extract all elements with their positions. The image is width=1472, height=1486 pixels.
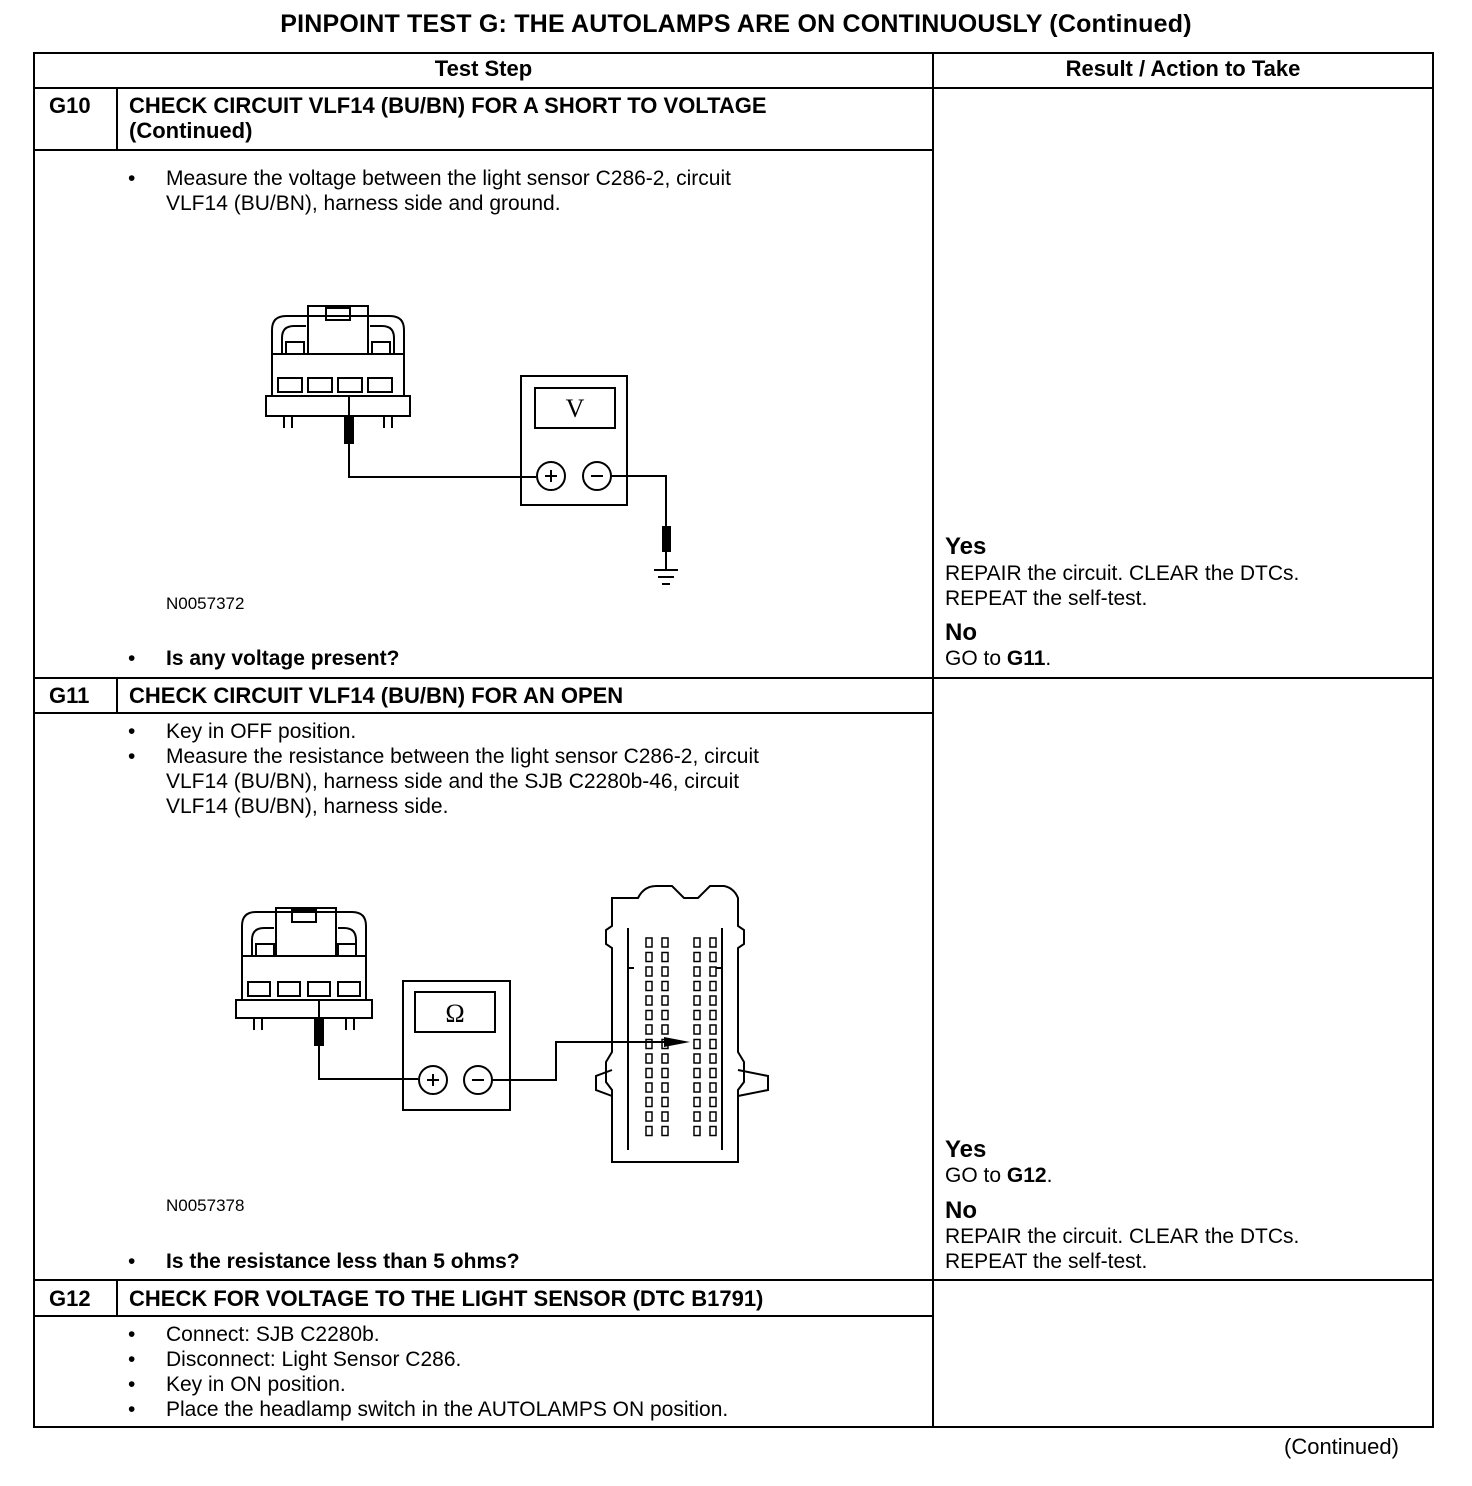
sjb-pin [646,1025,652,1034]
sjb-pin [646,1127,652,1136]
sjb-pin [710,1025,716,1034]
sjb-pin [662,1112,668,1121]
sjb-pin [694,1069,700,1078]
sjb-pin [694,1054,700,1063]
sjb-pin [710,996,716,1005]
sjb-pin [710,967,716,976]
g11-no-label: No [945,1197,977,1224]
sjb-pin [662,1054,668,1063]
sjb-pin [694,1098,700,1107]
sjb-pin [694,982,700,991]
g11-yes-action: GO to G12. [945,1164,1053,1187]
g10-no-ref-link[interactable]: G11 [1006,647,1046,670]
sjb-pin [662,1127,668,1136]
g11-no-action: REPAIR the circuit. CLEAR the DTCs. REPEAT the self-test. [945,1225,1300,1273]
sjb-pin [646,1069,652,1078]
sjb-pin [710,1054,716,1063]
sjb-pin [646,953,652,962]
sjb-pin [646,938,652,947]
header-test-step: Test Step [434,56,533,81]
sjb-pin [694,1112,700,1121]
g10-yes-label: Yes [945,533,987,560]
sjb-pin [646,1054,652,1063]
sjb-pin [662,996,668,1005]
sjb-pin [710,1040,716,1049]
sjb-pin [646,1112,652,1121]
sjb-pin [710,1127,716,1136]
sjb-pin [710,953,716,962]
g11-yes-ref-link[interactable]: G12 [1006,1164,1047,1187]
g10-no-label: No [945,619,977,646]
figure-id-g10: N0057372 [166,594,245,613]
voltmeter-symbol: V [565,394,585,423]
continued-footer: (Continued) [1284,1434,1399,1459]
sjb-pin [646,1083,652,1092]
sjb-pin [694,1083,700,1092]
sjb-pin [710,1112,716,1121]
sjb-pin [694,967,700,976]
step-title-g10: CHECK CIRCUIT VLF14 (BU/BN) FOR A SHORT TO VOLTAGE (Continued) [129,93,767,143]
g11-yes-label: Yes [945,1136,987,1163]
step-title-g12: CHECK FOR VOLTAGE TO THE LIGHT SENSOR (DTC B1791) [129,1286,764,1311]
step-id-g11: G11 [49,683,90,708]
sjb-pin [694,1025,700,1034]
sjb-pin [662,1098,668,1107]
sjb-pin [694,1011,700,1020]
sjb-connector-pins [646,938,716,1136]
figure-id-g11: N0057378 [166,1196,245,1215]
sjb-pin [662,982,668,991]
sjb-pin [646,1011,652,1020]
sjb-pin [710,1083,716,1092]
sjb-pin [646,982,652,991]
sjb-pin [710,938,716,947]
sjb-pin [662,1069,668,1078]
sjb-pin [662,1083,668,1092]
sjb-pin [710,1069,716,1078]
sjb-pin [694,1127,700,1136]
sjb-pin [710,1011,716,1020]
g10-no-action: GO to G11. [945,647,1052,670]
sjb-pin [694,953,700,962]
sjb-pin [662,953,668,962]
sjb-pin [646,1098,652,1107]
header-result: Result / Action to Take [1065,56,1301,81]
sjb-pin [694,938,700,947]
sjb-pin [694,1040,700,1049]
page-title: PINPOINT TEST G: THE AUTOLAMPS ARE ON CONTINUOUSLY (Continued) [280,10,1192,38]
step-id-g12: G12 [49,1286,91,1311]
sjb-pin [646,996,652,1005]
sjb-pin [710,982,716,991]
sjb-pin [662,1025,668,1034]
sjb-pin [646,967,652,976]
sjb-pin [710,1098,716,1107]
sjb-pin [662,1011,668,1020]
ohmmeter-symbol: Ω [445,999,465,1028]
sjb-pin [662,967,668,976]
sjb-pin [694,996,700,1005]
step-id-g10: G10 [49,93,91,118]
g10-yes-action: REPAIR the circuit. CLEAR the DTCs. REPEAT the self-test. [945,562,1300,610]
sjb-pin [662,938,668,947]
step-title-g11: CHECK CIRCUIT VLF14 (BU/BN) FOR AN OPEN [129,683,624,708]
sjb-pin [646,1040,652,1049]
